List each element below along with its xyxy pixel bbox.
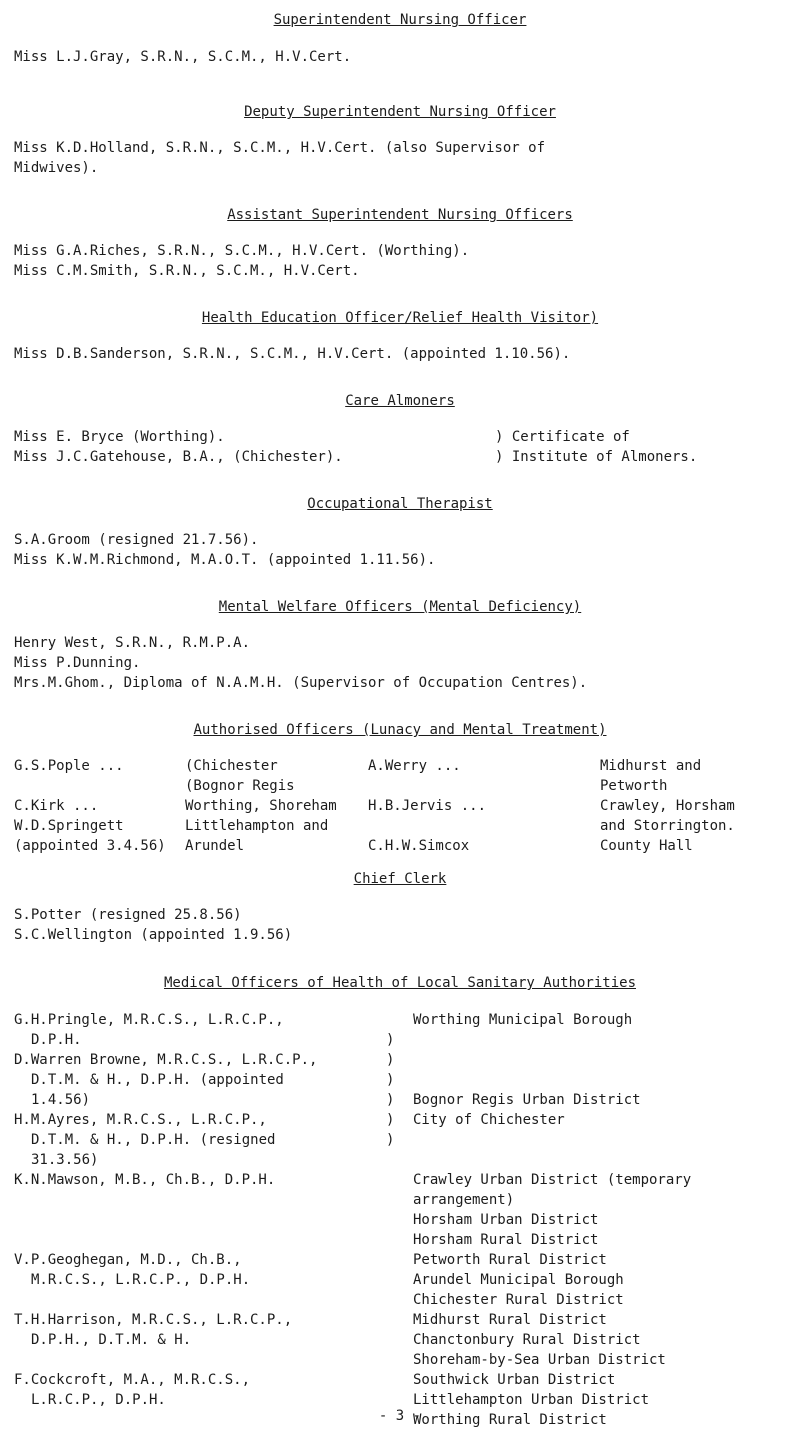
page-number: - 3 -: [378, 1408, 422, 1424]
authorised-col1-row: (appointed 3.4.56): [14, 838, 166, 854]
authority-line: Littlehampton Urban District: [413, 1392, 650, 1408]
heading-health-education: Health Education Officer/Relief Health Visitor): [201, 310, 599, 326]
mental-welfare-line-2: Miss P.Dunning.: [14, 655, 141, 671]
authorised-col1-row: C.Kirk ...: [14, 798, 99, 814]
authority-line: Chichester Rural District: [413, 1292, 624, 1308]
medical-officer-line: M.R.C.S., L.R.C.P., D.P.H.: [31, 1272, 251, 1288]
authority-line: arrangement): [413, 1192, 515, 1208]
heading-medical-officers: Medical Officers of Health of Local Sanitary Authorities: [163, 975, 636, 991]
assistant-line-2: Miss C.M.Smith, S.R.N., S.C.M., H.V.Cert.: [14, 263, 360, 279]
bracket-mark: ): [386, 1072, 395, 1088]
authorised-col3-row: C.H.W.Simcox: [368, 838, 470, 854]
authorised-col2-row: Worthing, Shoreham: [185, 798, 337, 814]
bracket-mark: ): [386, 1052, 395, 1068]
superintendent-line: Miss L.J.Gray, S.R.N., S.C.M., H.V.Cert.: [14, 49, 352, 65]
authority-line: Horsham Urban District: [413, 1212, 599, 1228]
occupational-line-2: Miss K.W.M.Richmond, M.A.O.T. (appointed 1.11.56).: [14, 552, 436, 568]
medical-brackets: [386, 1030, 394, 1150]
authorised-col-areas-2: [600, 756, 735, 856]
medical-officers-list: [14, 1010, 317, 1410]
medical-officer-line: G.H.Pringle, M.R.C.S., L.R.C.P.,: [14, 1012, 284, 1028]
authorised-col2-row: (Chichester: [185, 758, 278, 774]
heading-occupational: Occupational Therapist: [307, 496, 493, 512]
mental-welfare-line-3: Mrs.M.Ghom., Diploma of N.A.M.H. (Supervisor of Occupation Centres).: [14, 675, 588, 691]
authority-line: Horsham Rural District: [413, 1232, 599, 1248]
authorised-col3-row: [368, 776, 486, 796]
heading-superintendent: Superintendent Nursing Officer: [273, 12, 527, 28]
heading-chief-clerk: Chief Clerk: [353, 871, 447, 887]
authority-line: [413, 1070, 691, 1090]
chief-clerk-line-1: S.Potter (resigned 25.8.56): [14, 907, 242, 923]
medical-officer-line: F.Cockcroft, M.A., M.R.C.S.,: [14, 1372, 251, 1388]
bracket-mark: ): [386, 1112, 395, 1128]
heading-almoners: Care Almoners: [345, 393, 455, 409]
authority-line: Crawley Urban District (temporary: [413, 1172, 692, 1188]
authority-line: Bognor Regis Urban District: [413, 1092, 641, 1108]
occupational-line-1: S.A.Groom (resigned 21.7.56).: [14, 532, 259, 548]
mental-welfare-line-1: Henry West, S.R.N., R.M.P.A.: [14, 635, 251, 651]
medical-officer-line: 31.3.56): [31, 1152, 99, 1168]
authorised-col2-row: Arundel: [185, 838, 245, 854]
authorised-col4-row: Midhurst and: [600, 758, 702, 774]
authority-line: [413, 1050, 691, 1070]
authority-line: City of Chichester: [413, 1112, 565, 1128]
medical-authorities-list: [413, 1010, 691, 1430]
authority-line: Chanctonbury Rural District: [413, 1332, 641, 1348]
authorised-col3-row: A.Werry ...: [368, 758, 461, 774]
medical-officer-line: T.H.Harrison, M.R.C.S., L.R.C.P.,: [14, 1312, 293, 1328]
medical-officer-line: 1.4.56): [31, 1092, 91, 1108]
health-education-line: Miss D.B.Sanderson, S.R.N., S.C.M., H.V.Cert. (appointed 1.10.56).: [14, 346, 571, 362]
chief-clerk-line-2: S.C.Wellington (appointed 1.9.56): [14, 927, 293, 943]
almoner-note-1: ) Certificate of: [495, 429, 630, 445]
authority-line: [413, 1030, 691, 1050]
authority-line: Petworth Rural District: [413, 1252, 607, 1268]
authorised-col3-row: H.B.Jervis ...: [368, 798, 487, 814]
bracket-mark: ): [386, 1092, 395, 1108]
almoner-note-2: ) Institute of Almoners.: [495, 449, 698, 465]
authorised-col-officers: [14, 756, 166, 856]
medical-officer-line: D.T.M. & H., D.P.H. (resigned: [31, 1132, 276, 1148]
medical-officer-line: D.Warren Browne, M.R.C.S., L.R.C.P.,: [14, 1052, 318, 1068]
authorised-col3-row: [368, 816, 486, 836]
medical-officer-line: V.P.Geoghegan, M.D., Ch.B.,: [14, 1252, 242, 1268]
assistant-line-1: Miss G.A.Riches, S.R.N., S.C.M., H.V.Cert. (Worthing).: [14, 243, 470, 259]
heading-mental-welfare: Mental Welfare Officers (Mental Deficiency): [218, 599, 582, 615]
authorised-col2-row: Littlehampton and: [185, 818, 329, 834]
medical-officer-line: [14, 1190, 317, 1210]
authority-line: Worthing Municipal Borough: [413, 1012, 633, 1028]
medical-officer-line: [14, 1350, 317, 1370]
almoner-line-1: Miss E. Bryce (Worthing).: [14, 429, 225, 445]
medical-officer-line: [14, 1210, 317, 1230]
almoner-line-2: Miss J.C.Gatehouse, B.A., (Chichester).: [14, 449, 343, 465]
authority-line: Arundel Municipal Borough: [413, 1272, 624, 1288]
medical-officer-line: [14, 1230, 317, 1250]
authorised-col4-row: County Hall: [600, 838, 693, 854]
authority-line: [413, 1150, 691, 1170]
authorised-col2-row: (Bognor Regis: [185, 778, 295, 794]
medical-officer-line: D.P.H.: [31, 1032, 82, 1048]
medical-officer-line: D.P.H., D.T.M. & H.: [31, 1332, 192, 1348]
authorised-col1-row: [14, 776, 166, 796]
deputy-line-2: Midwives).: [14, 160, 99, 176]
bracket-mark: ): [386, 1032, 395, 1048]
heading-authorised: Authorised Officers (Lunacy and Mental Treatment): [193, 722, 607, 738]
authorised-col1-row: G.S.Pople ...: [14, 758, 124, 774]
bracket-mark: ): [386, 1132, 395, 1148]
heading-assistant: Assistant Superintendent Nursing Officers: [227, 207, 573, 223]
heading-deputy: Deputy Superintendent Nursing Officer: [244, 104, 556, 120]
authority-line: Worthing Rural District: [413, 1412, 607, 1428]
medical-officer-line: K.N.Mawson, M.B., Ch.B., D.P.H.: [14, 1172, 276, 1188]
authorised-col4-row: Crawley, Horsham: [600, 798, 735, 814]
authorised-col1-row: W.D.Springett: [14, 818, 124, 834]
medical-officer-line: L.R.C.P., D.P.H.: [31, 1392, 166, 1408]
authority-line: Shoreham-by-Sea Urban District: [413, 1352, 666, 1368]
authority-line: [413, 1130, 691, 1150]
authorised-col4-row: Petworth: [600, 778, 668, 794]
authorised-col4-row: and Storrington.: [600, 818, 735, 834]
medical-officer-line: H.M.Ayres, M.R.C.S., L.R.C.P.,: [14, 1112, 267, 1128]
authority-line: Midhurst Rural District: [413, 1312, 607, 1328]
medical-officer-line: D.T.M. & H., D.P.H. (appointed: [31, 1072, 284, 1088]
authority-line: Southwick Urban District: [413, 1372, 616, 1388]
medical-officer-line: [14, 1290, 317, 1310]
authorised-col-officers-2: [368, 756, 486, 856]
authorised-col-areas-1: [185, 756, 337, 856]
deputy-line-1: Miss K.D.Holland, S.R.N., S.C.M., H.V.Cert. (also Supervisor of: [14, 140, 546, 156]
